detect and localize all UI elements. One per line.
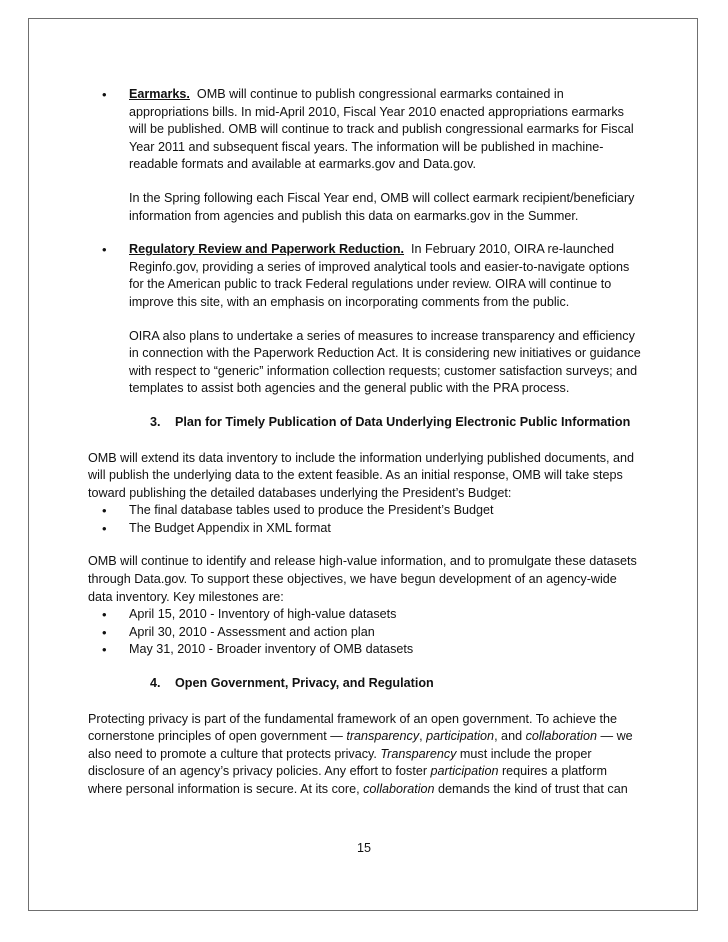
regulatory-bullet bbox=[88, 241, 644, 311]
section-4-paragraph: Protecting privacy is part of the fundamental framework of an open government. To achieve the cornerstone principles of open government — transparency, participation, and collaboration — we also need to promote a culture that protects privacy. Transparency must include the proper disclosure of an agency’s privacy policies. Any effort to foster participation requires a platform where personal information is secure. At its core, collaboration demands the kind of trust that can bbox=[88, 711, 633, 796]
section-3-paragraph-1: OMB will extend its data inventory to include the information underlying published documents, and will publish the underlying data to the extent feasible. As an initial response, OMB will take steps toward publishing the detailed databases underlying the President’s Budget: bbox=[88, 450, 635, 500]
budget-list bbox=[88, 502, 644, 537]
section-3-heading bbox=[88, 414, 644, 432]
section-4-title: Open Government, Privacy, and Regulation bbox=[175, 676, 434, 691]
list-item: • The final database tables used to produce the President’s Budget bbox=[102, 503, 494, 519]
list-item: • The Budget Appendix in XML format bbox=[102, 520, 331, 536]
earmarks-label: Earmarks. bbox=[129, 87, 190, 101]
section-3-paragraph-2: OMB will continue to identify and release high-value information, and to promulgate these datasets through Data.gov. To support these objectives, we have begun development of an agency-wide data inventory. Key milestones are: bbox=[88, 554, 637, 604]
regulatory-label: Regulatory Review and Paperwork Reduction. bbox=[129, 242, 405, 257]
bullet-icon: • bbox=[102, 520, 107, 536]
earmarks-paragraph-2: In the Spring following each Fiscal Year end, OMB will collect earmark recipient/beneficiary information from agencies and publish this data on earmarks.gov in the Summer. bbox=[129, 190, 635, 223]
bullet-icon: • bbox=[102, 87, 107, 102]
bullet-icon: • bbox=[102, 503, 107, 519]
list-item: • April 30, 2010 - Assessment and action plan bbox=[102, 624, 375, 640]
section-4-heading bbox=[88, 675, 644, 693]
page-number: 15 bbox=[356, 841, 371, 855]
regulatory-paragraph-1: In February 2010, OIRA re-launched Reginfo.gov, providing a series of improved analytical tools and easier-to-navigate options for the American public to track Federal regulations under review. OIRA will continue to improve this site, with an emphasis on incorporating comments from the public. bbox=[129, 242, 630, 309]
bullet-icon: • bbox=[102, 242, 107, 258]
section-3-number: 3. bbox=[150, 414, 161, 429]
bullet-icon: • bbox=[102, 607, 107, 623]
section-4-number: 4. bbox=[150, 676, 161, 691]
section-3-title: Plan for Timely Publication of Data Underlying Electronic Public Information bbox=[175, 414, 631, 429]
document-body bbox=[88, 86, 644, 799]
milestones-list bbox=[88, 606, 644, 659]
regulatory-paragraph-2: OIRA also plans to undertake a series of measures to increase transparency and efficiency in connection with the Paperwork Reduction Act. It is considering new initiatives or guidance with respect to “generic” information collection requests; customer satisfaction surveys; and templates to assist both agencies and the general public with the PRA process. bbox=[129, 328, 641, 396]
list-item: • April 15, 2010 - Inventory of high-value datasets bbox=[102, 607, 397, 623]
earmarks-paragraph-1: OMB will continue to publish congressional earmarks contained in appropriations bills. In mid-April 2010, Fiscal Year 2010 enacted appropriations earmarks will be published. OMB will continue to track and publish congressional earmarks for Fiscal Year 2011 and subsequent fiscal years. The information will be published in machine-readable formats and available at earmarks.gov and Data.gov. bbox=[129, 87, 634, 172]
bullet-icon: • bbox=[102, 642, 107, 658]
earmarks-bullet bbox=[88, 86, 644, 174]
bullet-icon: • bbox=[102, 624, 107, 640]
list-item: • May 31, 2010 - Broader inventory of OMB datasets bbox=[102, 642, 414, 658]
